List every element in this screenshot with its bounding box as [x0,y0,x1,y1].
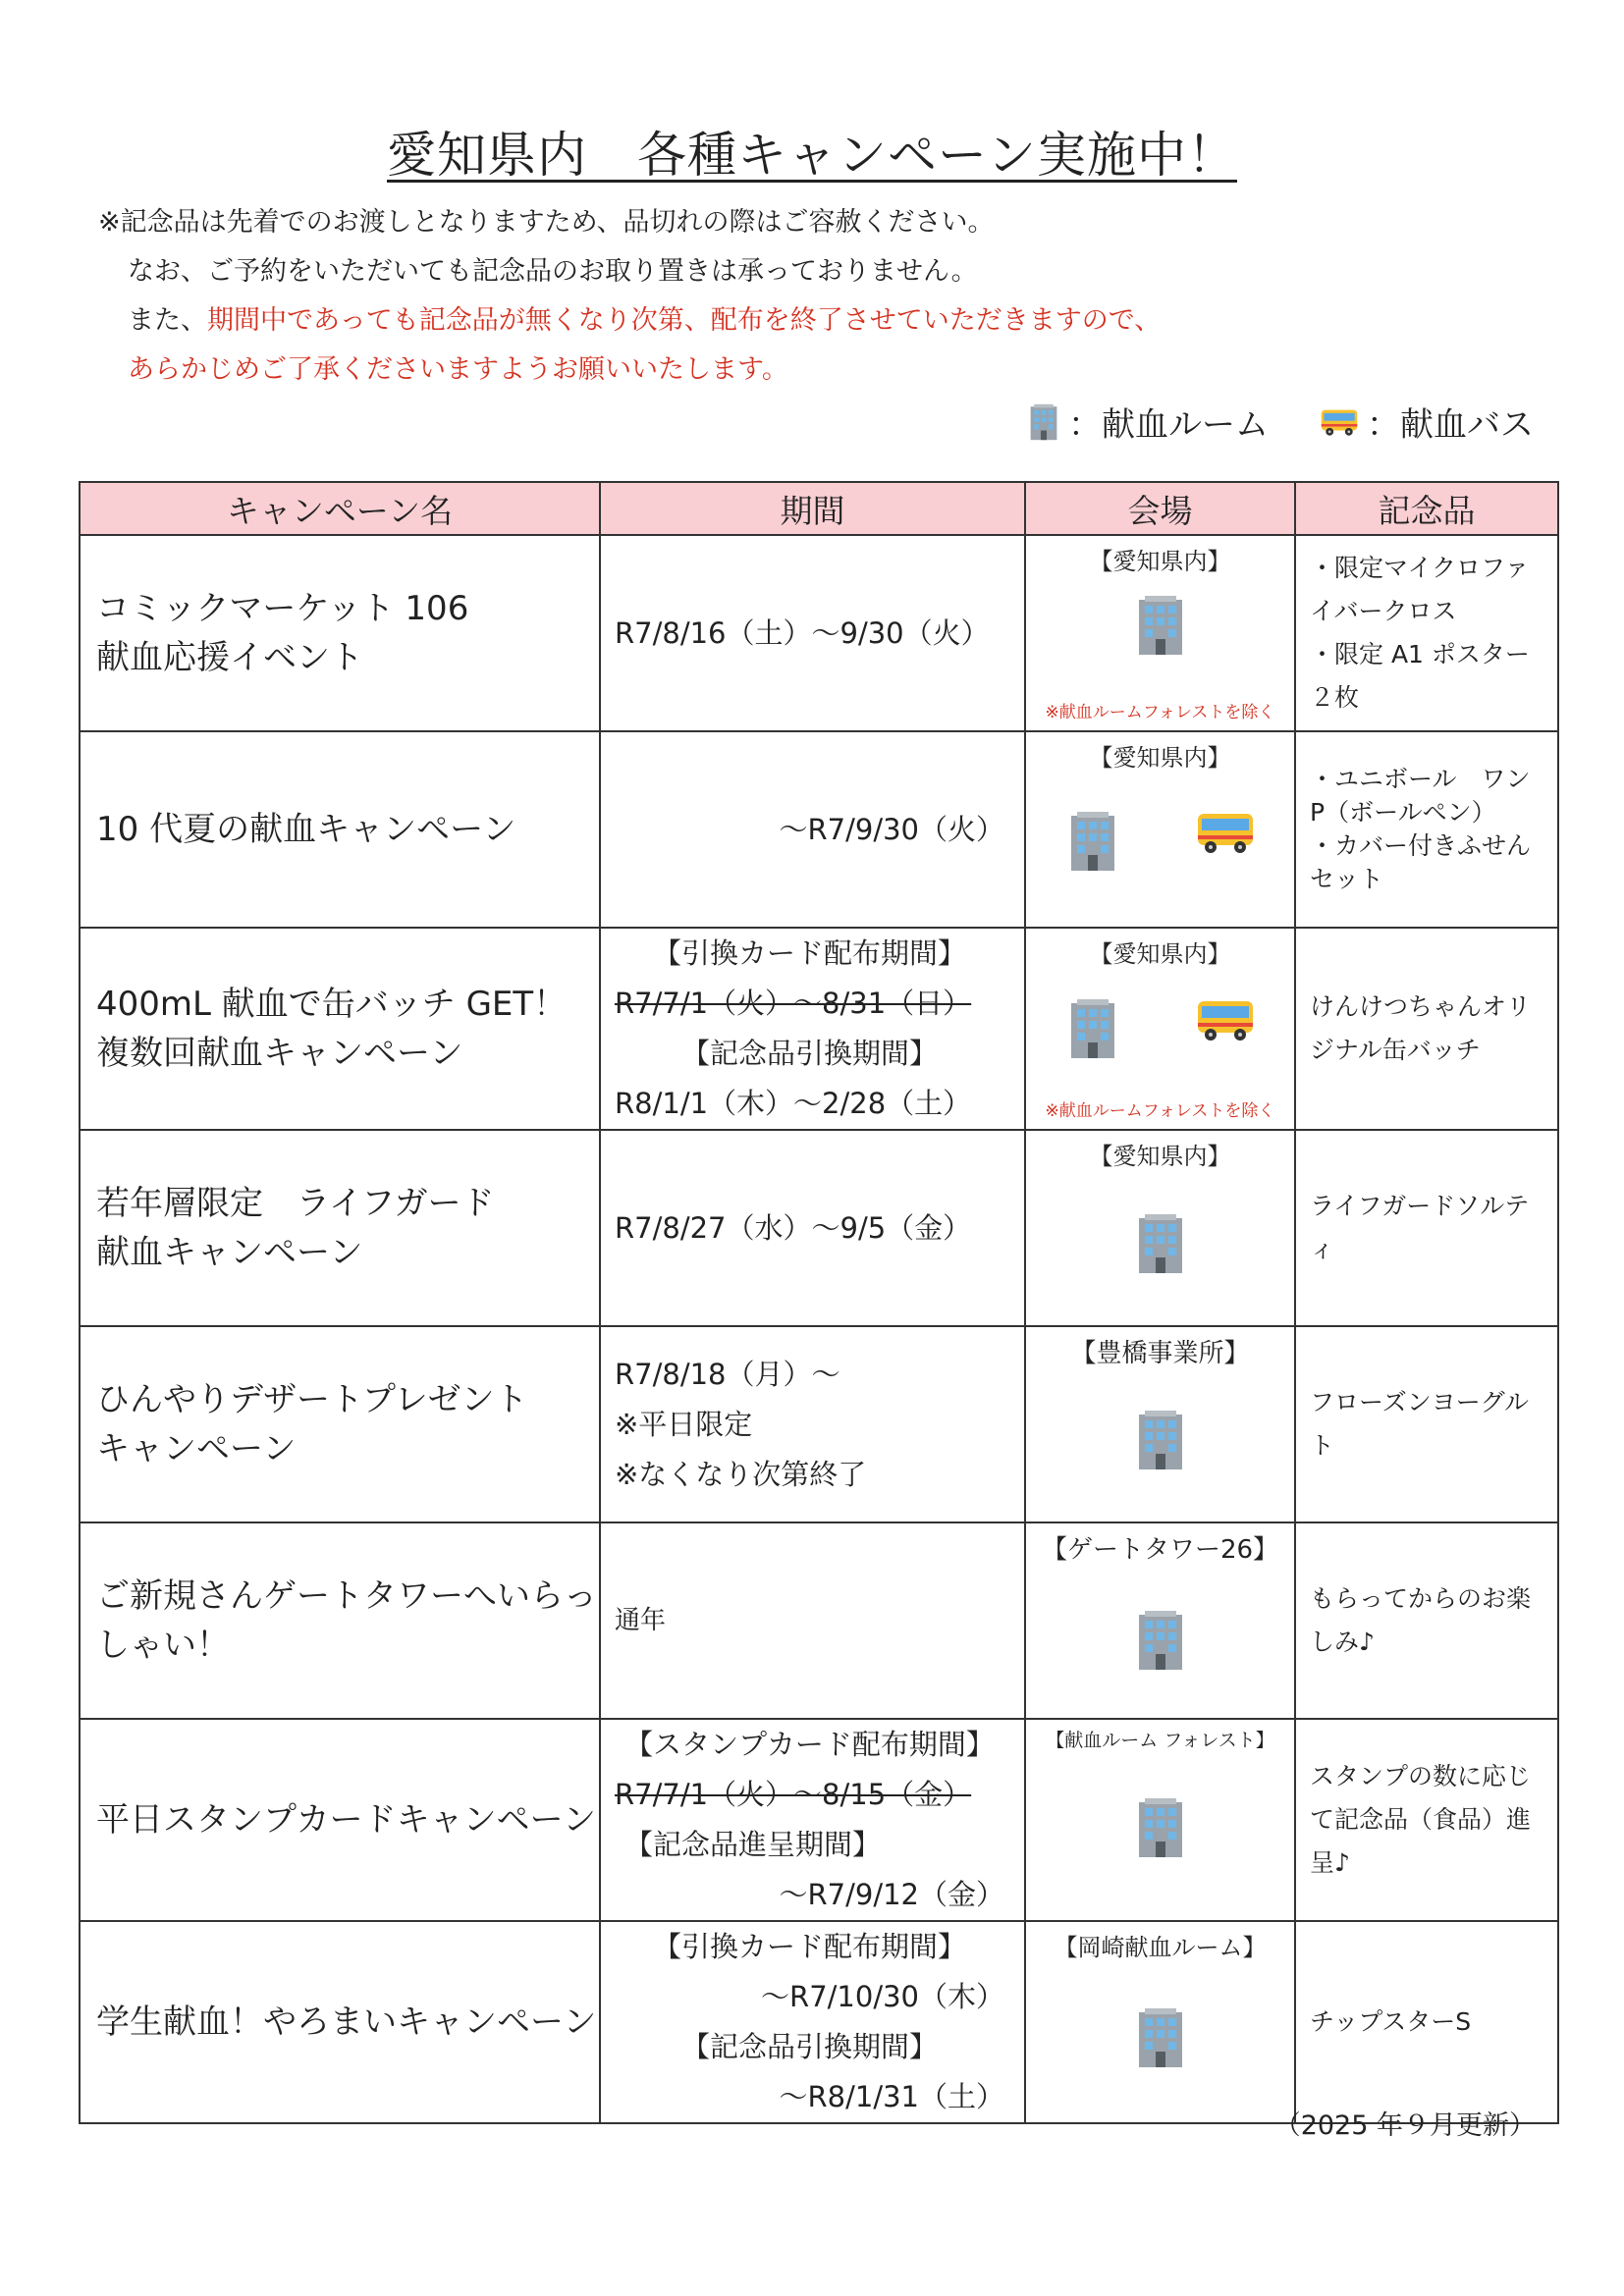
campaign-gift: もらってからのお楽 しみ♪ [1295,1522,1558,1719]
page-title: 愛知県内 各種キャンペーン実施中！ [387,127,1237,184]
venue-region: 【愛知県内】 [1089,940,1231,968]
venue-region: 【豊橋事業所】 [1070,1339,1250,1368]
campaign-name: 学生献血！やろまいキャンペーン [80,1921,600,2123]
campaign-period: 【引換カード配布期間】 ～R7/10/30（木） 【記念品引換期間】 ～R8/1/31（土） [600,1921,1025,2123]
venue-note: ※献血ルームフォレストを除く [1045,1101,1275,1121]
campaign-gift: スタンプの数に応じ て記念品（食品）進 呈♪ [1295,1719,1558,1921]
note-line-4: あらかじめご了承くださいますようお願いいたします。 [128,354,788,385]
header-campaign-name: キャンペーン名 [80,482,600,535]
bus-icon [1320,407,1359,437]
building-icon [1133,1609,1188,1672]
venue-region: 【岡崎献血ルーム】 [1054,1934,1267,1961]
campaign-table [79,481,1559,2124]
campaign-venue [1025,1921,1295,2123]
note-line-2: なお、ご予約をいただいても記念品のお取り置きは承っておりません。 [128,256,978,287]
campaign-venue [1025,1522,1295,1719]
building-icon [1133,1409,1188,1471]
table-row [80,928,1558,1130]
campaign-gift: ・限定マイクロファ イバークロス ・限定 A1 ポスター ２枚 [1295,535,1558,731]
note-line-3: また、期間中であっても記念品が無くなり次第、配布を終了させていただきますので、 [128,305,1162,336]
header-gift: 記念品 [1295,482,1558,535]
campaign-gift: ライフガードソルテ ィ [1295,1130,1558,1326]
building-icon [1133,2006,1188,2069]
table-row [80,1326,1558,1522]
campaign-name: 若年層限定 ライフガード 献血キャンペーン [80,1130,600,1326]
campaign-period: 通年 [600,1522,1025,1719]
venue-region: 【愛知県内】 [1089,744,1231,772]
campaign-gift: フローズンヨーグル ト [1295,1326,1558,1522]
venue-region: 【献血ルーム フォレスト】 [1046,1730,1274,1751]
building-icon [1065,997,1120,1060]
bus-icon [1196,810,1255,855]
table-header-row [80,482,1558,535]
campaign-gift: ・ユニボール ワン P（ボールペン） ・カバー付きふせん セット [1295,731,1558,928]
campaign-venue [1025,1326,1295,1522]
campaign-name: ひんやりデザートプレゼント キャンペーン [80,1326,600,1522]
building-icon [1133,1212,1188,1275]
update-date: （2025 年９月更新） [1273,2110,1536,2141]
note-line-1: ※記念品は先着でのお渡しとなりますため、品切れの際はご容赦ください。 [98,207,995,238]
building-icon [1133,594,1188,657]
venue-region: 【愛知県内】 [1089,1143,1231,1170]
campaign-period: 【引換カード配布期間】 R7/7/1（火）～8/31（日） 【記念品引換期間】 R8/1/1（木）～2/28（土） [600,928,1025,1130]
campaign-venue [1025,731,1295,928]
header-period: 期間 [600,482,1025,535]
venue-note: ※献血ルームフォレストを除く [1045,703,1275,722]
campaign-gift: けんけつちゃんオリ ジナル缶バッチ [1295,928,1558,1130]
campaign-name: 10 代夏の献血キャンペーン [80,731,600,928]
campaign-name: 400mL 献血で缶バッチ GET！ 複数回献血キャンペーン [80,928,600,1130]
header-venue: 会場 [1025,482,1295,535]
legend [1027,398,1534,446]
table-row [80,1719,1558,1921]
campaign-venue [1025,535,1295,731]
legend-bus-label: ：献血バス [1367,405,1534,445]
campaign-name: 平日スタンプカードキャンペーン [80,1719,600,1921]
campaign-venue [1025,928,1295,1130]
bus-icon [1196,997,1255,1042]
campaign-gift: チップスターS [1295,1921,1558,2123]
building-icon [1065,810,1120,873]
building-icon [1133,1796,1188,1859]
table-row [80,535,1558,731]
campaign-venue [1025,1719,1295,1921]
venue-region: 【愛知県内】 [1089,548,1231,575]
table-row [80,1130,1558,1326]
venue-region: 【ゲートタワー26】 [1041,1535,1279,1565]
table-row [80,731,1558,928]
table-row [80,1522,1558,1719]
campaign-period: R7/8/27（水）～9/5（金） [600,1130,1025,1326]
campaign-name: コミックマーケット 106 献血応援イベント [80,535,600,731]
building-icon [1027,402,1060,442]
campaign-period: ～R7/9/30（火） [600,731,1025,928]
legend-room-label: ：献血ルーム [1068,405,1269,445]
campaign-venue [1025,1130,1295,1326]
campaign-period: R7/8/18（月）～ ※平日限定 ※なくなり次第終了 [600,1326,1025,1522]
campaign-period: 【スタンプカード配布期間】 R7/7/1（火）～8/15（金） 【記念品進呈期間】 ～R7/9/12（金） [600,1719,1025,1921]
campaign-period: R7/8/16（土）～9/30（火） [600,535,1025,731]
table-row [80,1921,1558,2123]
campaign-name: ご新規さんゲートタワーへいらっ しゃい！ [80,1522,600,1719]
